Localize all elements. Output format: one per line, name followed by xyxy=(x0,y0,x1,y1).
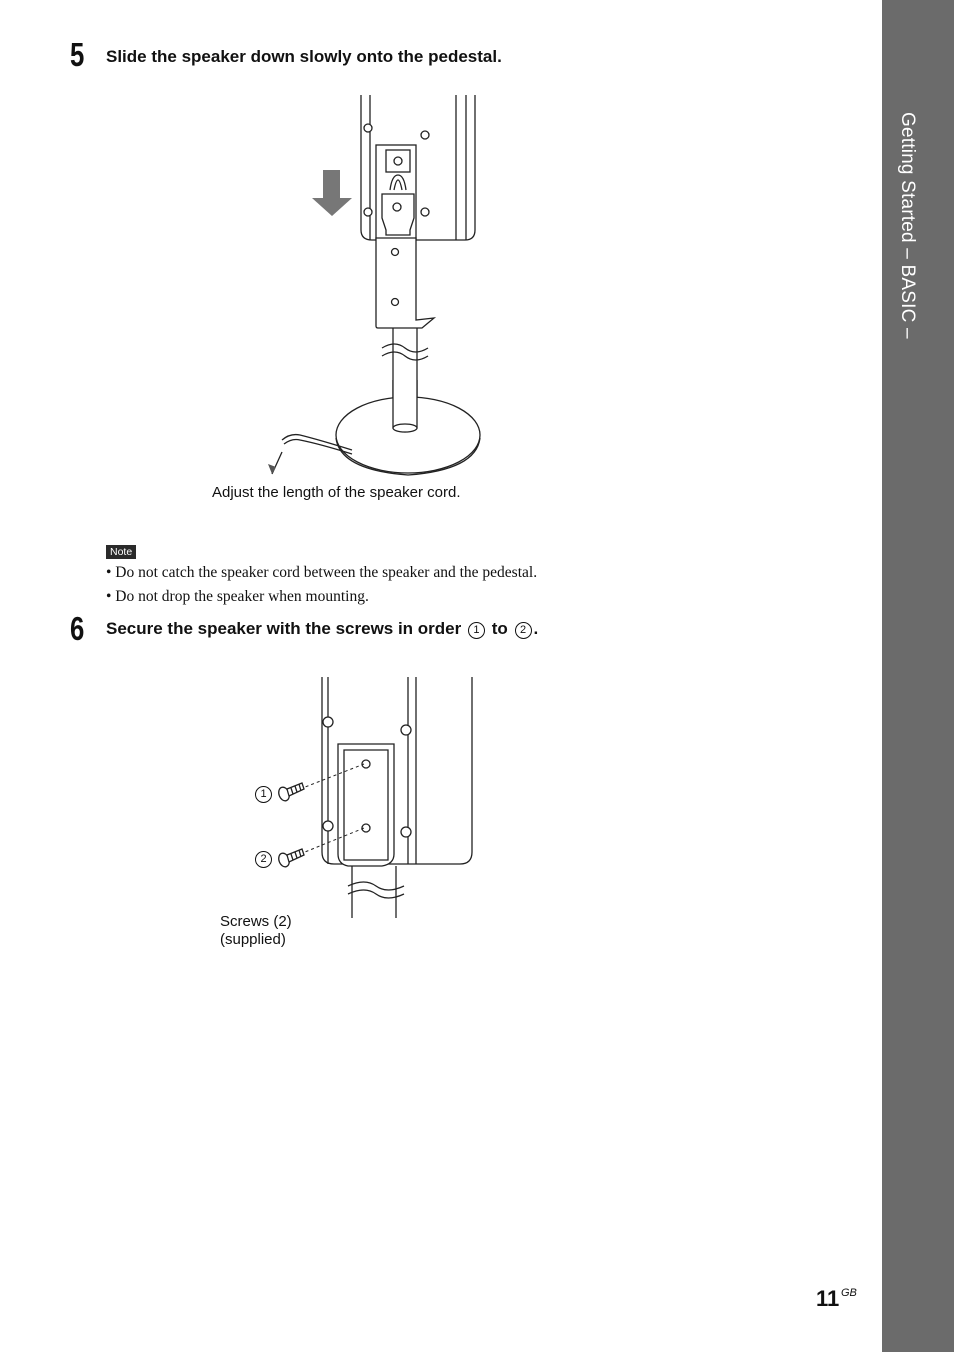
step-6-number: 6 xyxy=(70,610,85,647)
screws-caption-line2: (supplied) xyxy=(220,931,286,948)
step-5-number: 5 xyxy=(70,36,85,73)
step-6-text-mid: to xyxy=(491,619,508,638)
note-item: • Do not catch the speaker cord between the speaker and the pedestal. xyxy=(106,564,538,581)
screw-2-icon xyxy=(277,849,304,868)
step-5-caption: Adjust the length of the speaker cord. xyxy=(212,484,461,501)
page-number-suffix: GB xyxy=(841,1287,857,1299)
step-6-text-end: . xyxy=(533,619,539,638)
section-side-tab-label: Getting Started – BASIC – xyxy=(897,112,918,339)
screw-label-2: 2 xyxy=(255,851,272,868)
step-5-instruction: Slide the speaker down slowly onto the pedestal. xyxy=(106,47,502,66)
note-badge: Note xyxy=(106,545,136,559)
order-marker-2: 2 xyxy=(515,622,532,639)
section-side-tab xyxy=(882,0,954,1352)
step-6-text-before: Secure the speaker with the screws in order xyxy=(106,619,462,638)
speaker-mount-illustration xyxy=(260,90,500,490)
screw-label-1: 1 xyxy=(255,786,272,803)
screw-1-icon xyxy=(277,783,304,802)
note-item: • Do not drop the speaker when mounting. xyxy=(106,588,369,605)
step-6-instruction xyxy=(106,619,538,639)
screw-fastening-illustration xyxy=(270,672,490,922)
screws-caption-line1: Screws (2) xyxy=(220,913,292,930)
page-number: 11 xyxy=(816,1286,840,1311)
order-marker-1: 1 xyxy=(468,622,485,639)
